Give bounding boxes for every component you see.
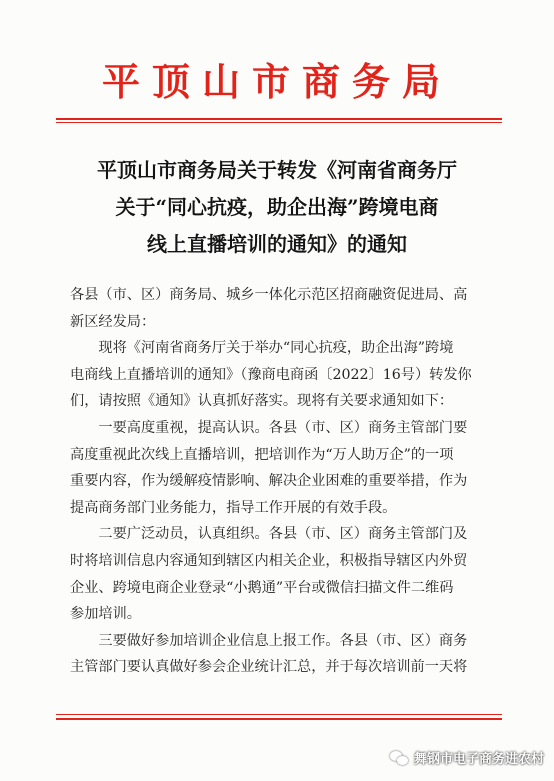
document-title	[60, 152, 494, 263]
body-line: 企业、跨境电商企业登录“小鹅通”平台或微信扫描文件二维码	[70, 579, 454, 596]
title-line-3: 线上直播培训的通知》的通知	[147, 232, 407, 256]
footer-rule-thick	[56, 718, 502, 720]
body-line: 各县（市、区）商务局、城乡一体化示范区招商融资促进局、高	[70, 287, 468, 303]
body-line: 三要做好参加培训企业信息上报工作。各县（市、区）商务	[70, 632, 468, 649]
body-line: 提高商务部门业务能力，指导工作开展的有效手段。	[70, 499, 397, 516]
body-line: 主管部门要认真做好参会企业统计汇总，并于每次培训前一天将	[70, 659, 468, 676]
body-line: 现将《河南省商务厅关于举办“同心抗疫，助企出海”跨境	[70, 340, 454, 357]
watermark-text: 舞钢市电子商务进农村	[413, 752, 544, 767]
wechat-icon	[390, 751, 408, 765]
body-line: 时将培训信息内容通知到辖区内相关企业，积极指导辖区内外贸	[70, 552, 468, 569]
title-line-2: 关于“同心抗疫，助企出海”跨境电商	[115, 195, 439, 219]
body-line: 新区经发局：	[70, 313, 156, 330]
body-line: 电商线上直播培训的通知》（豫商电商函〔2022〕16号）转发你	[70, 366, 472, 383]
body-line: 一要高度重视，提高认识。各县（市、区）商务主管部门要	[70, 419, 468, 436]
title-line-1: 平顶山市商务局关于转发《河南省商务厅	[97, 158, 457, 182]
body-line: 高度重视此次线上直播培训，把培训作为“万人助万企”的一项	[70, 446, 454, 463]
wechat-watermark	[390, 748, 544, 767]
body-line: 二要广泛动员，认真组织。各县（市、区）商务主管部门及	[70, 526, 468, 543]
org-header: 平顶山市商务局	[101, 59, 452, 104]
document-body	[70, 282, 494, 681]
body-line: 参加培训。	[70, 606, 141, 623]
body-line: 们，请按照《通知》认真抓好落实。现将有关要求通知如下：	[70, 393, 454, 410]
footer-rule-thin	[56, 714, 502, 715]
header-rule-thick	[56, 118, 502, 120]
header-rule-thin	[56, 122, 502, 123]
body-line: 重要内容，作为缓解疫情影响、解决企业困难的重要举措，作为	[70, 473, 468, 490]
